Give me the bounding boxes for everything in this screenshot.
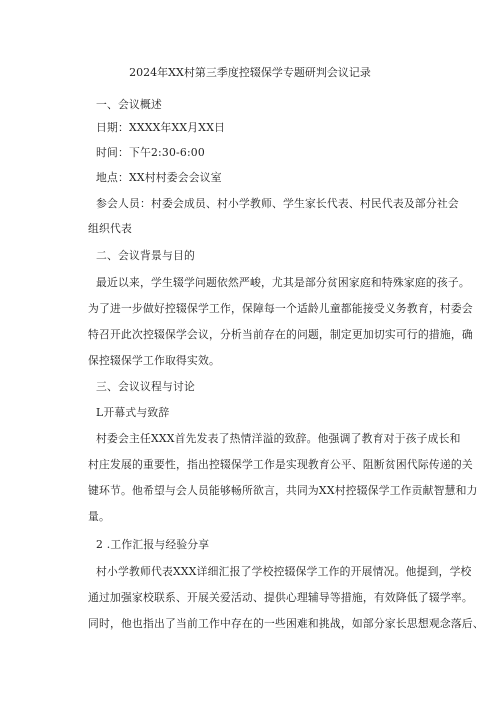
background-line-3: 特召开此次控辍保学会议，分析当前存在的问题，制定更加切实可行的措施，确 xyxy=(88,328,473,341)
agenda-item-1-line-1: 村委会主任XXX首先发表了热情洋溢的致辞。他强调了教育对于孩子成长和 xyxy=(96,432,461,445)
section3-heading: 三、会议议程与讨论 xyxy=(96,380,195,393)
section1-heading: 一、会议概述 xyxy=(96,98,162,111)
meeting-time: 时间：下午2:30-6:00 xyxy=(96,146,205,159)
agenda-item-1-line-3: 键环节。他希望与会人员能够畅所欲言，共同为XX村控辍保学工作贡献智慧和力 xyxy=(88,484,478,497)
agenda-item-1-heading: L开幕式与致辞 xyxy=(96,406,170,419)
background-line-2: 为了进一步做好控辍保学工作，保障每一个适龄儿童都能接受义务教育，村委会 xyxy=(88,302,473,315)
agenda-item-2-line-2: 通过加强家校联系、开展关爱活动、提供心理辅导等措施，有效降低了辍学率。 xyxy=(88,591,473,604)
agenda-item-1-line-2: 村庄发展的重要性，指出控辍保学工作是实现教育公平、阻断贫困代际传递的关 xyxy=(88,458,473,471)
background-line-1: 最近以来，学生辍学问题依然严峻，尤其是部分贫困家庭和特殊家庭的孩子。 xyxy=(96,276,470,289)
agenda-item-1-line-4: 量。 xyxy=(88,510,110,523)
agenda-item-2-line-3: 同时，他也指出了当前工作中存在的一些困难和挑战，如部分家长思想观念落后、 xyxy=(88,617,484,630)
section2-heading: 二、会议背景与目的 xyxy=(96,249,195,262)
document-title: 2024年XX村第三季度控辍保学专题研判会议记录 xyxy=(129,66,371,79)
agenda-item-2-heading: 2 .工作汇报与经验分享 xyxy=(96,538,210,551)
meeting-place: 地点：XX村村委会会议室 xyxy=(96,171,222,184)
background-line-4: 保控辍保学工作取得实效。 xyxy=(88,354,220,367)
attendees-line-2: 组织代表 xyxy=(88,222,132,235)
meeting-date: 日期：XXXX年XX月XX日 xyxy=(96,121,226,134)
attendees-line-1: 参会人员：村委会成员、村小学教师、学生家长代表、村民代表及部分社会 xyxy=(96,197,459,210)
agenda-item-2-line-1: 村小学教师代表XXX详细汇报了学校控辍保学工作的开展情况。他提到，学校 xyxy=(96,565,472,578)
